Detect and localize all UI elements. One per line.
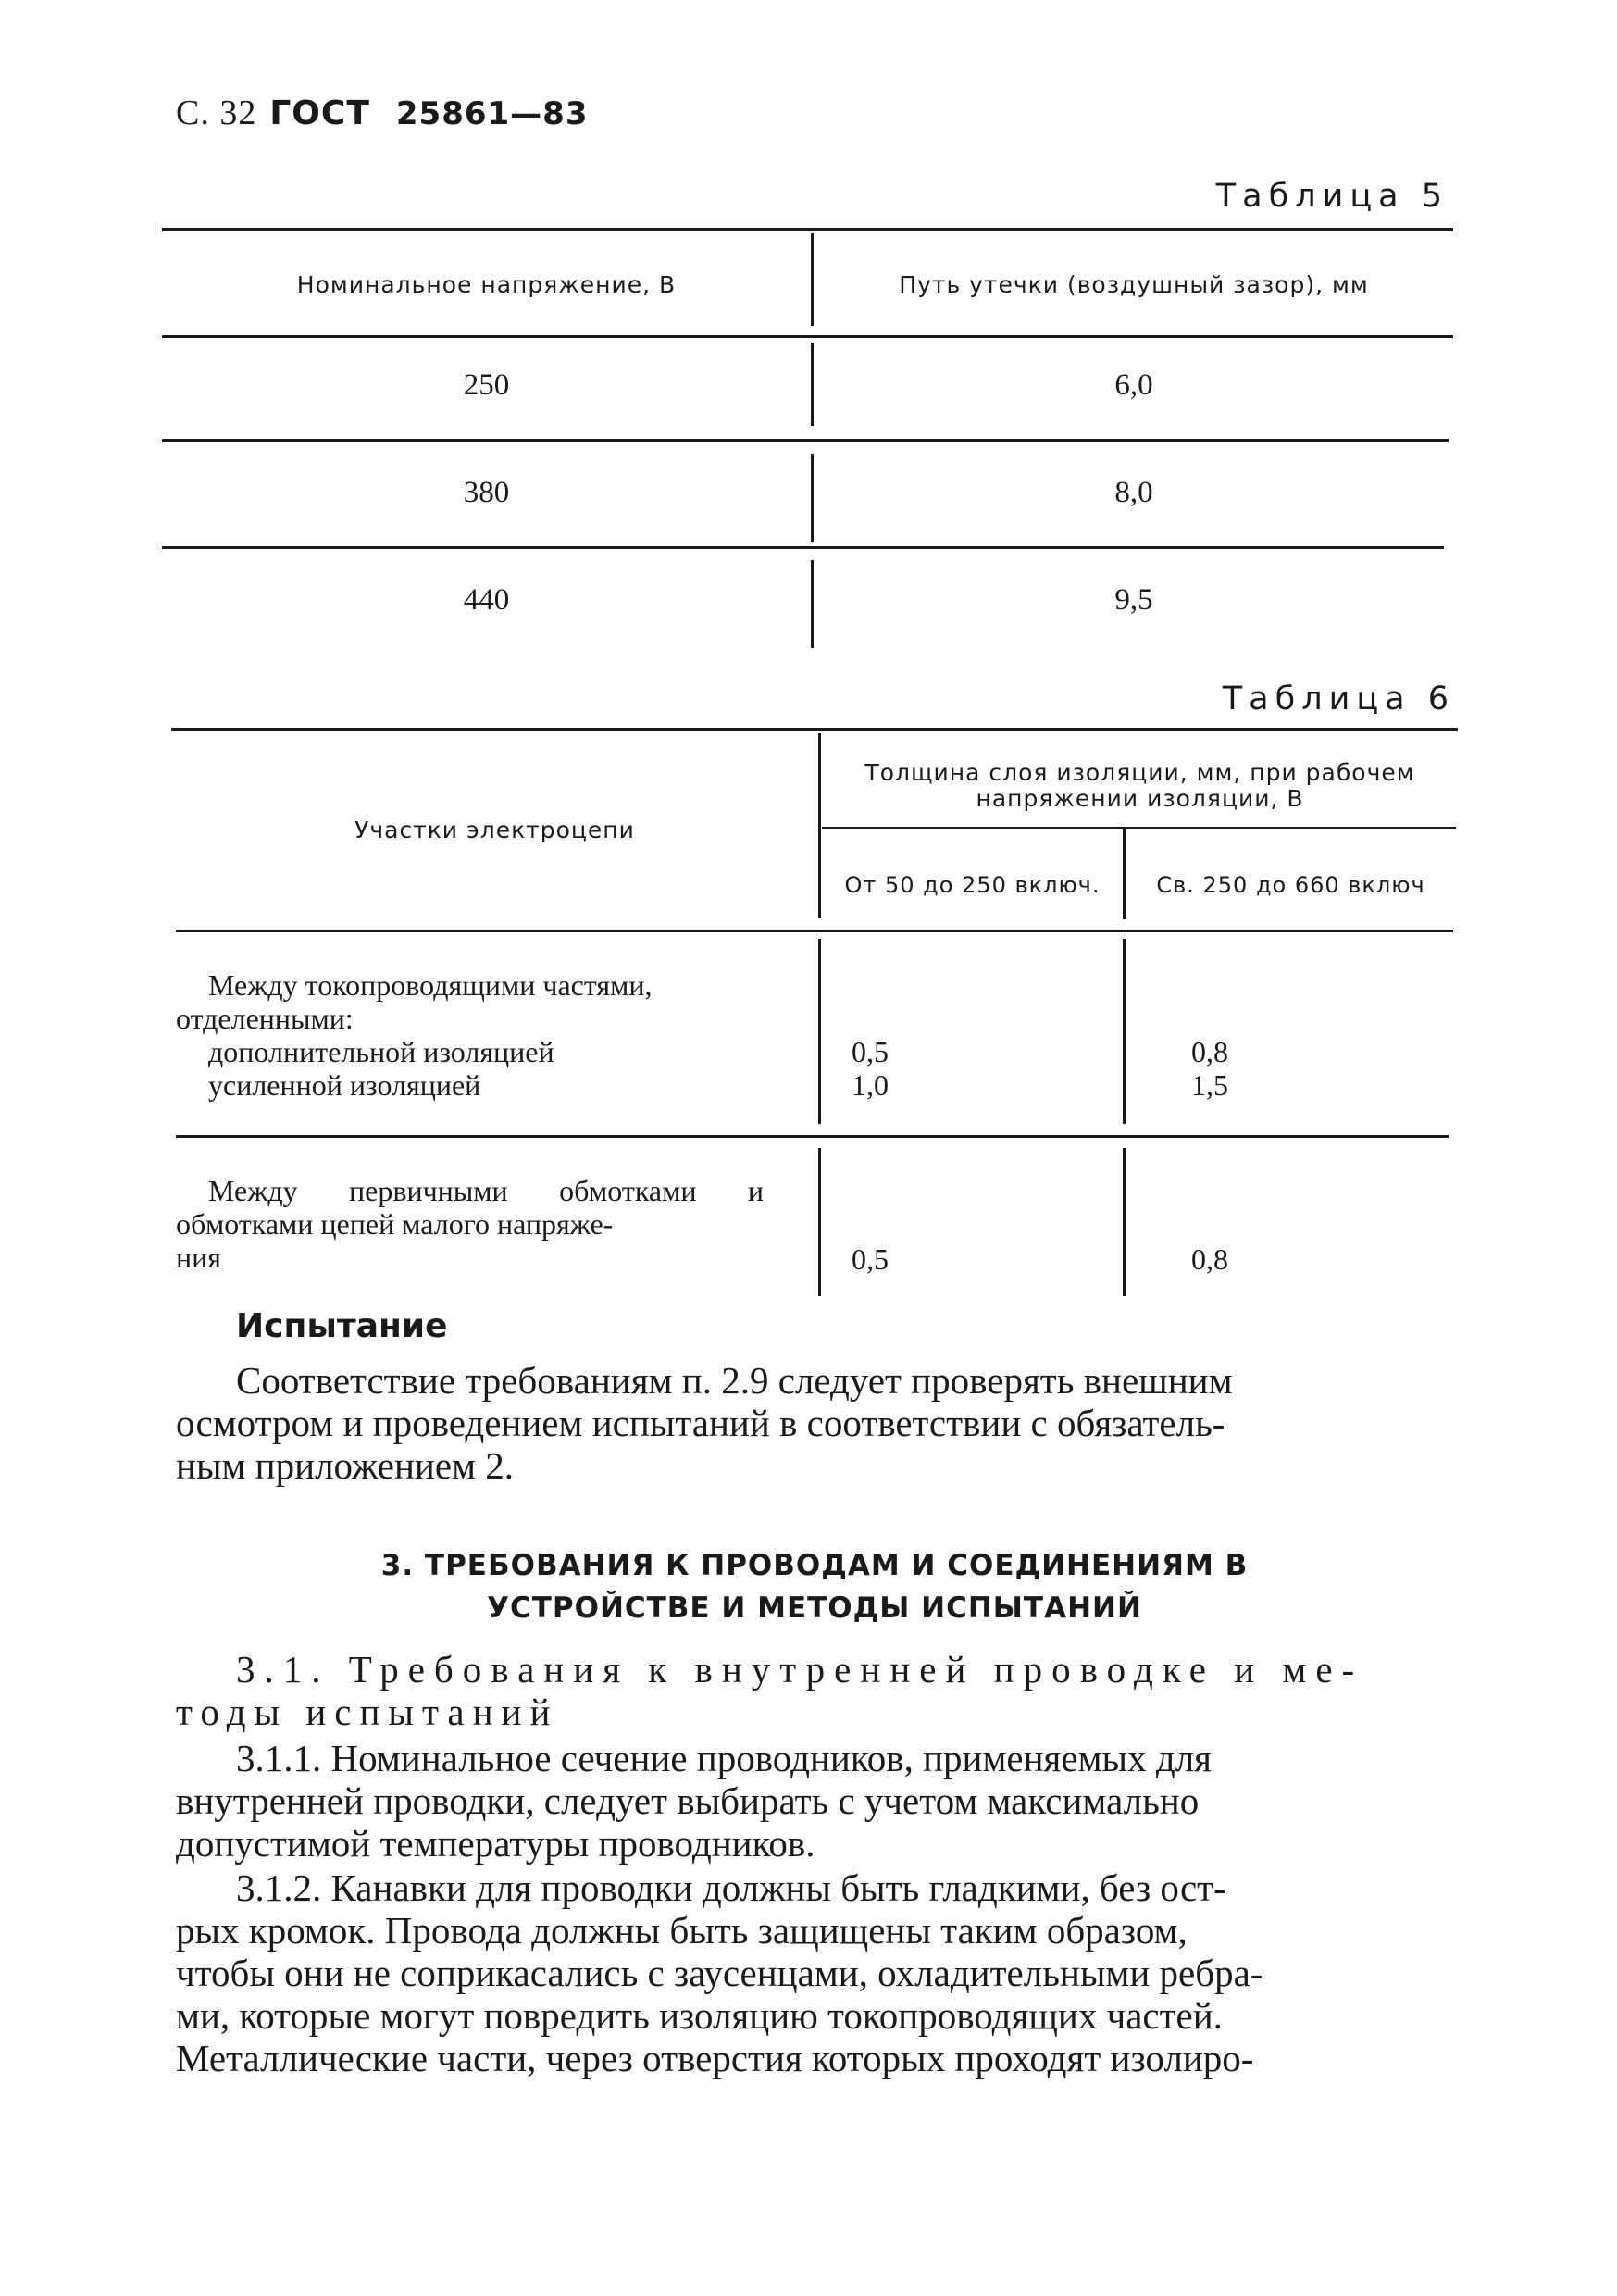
- table6-col-sections: Участки электроцепи: [354, 817, 635, 843]
- section3-1-1-paragraph: [176, 1737, 1453, 1865]
- standard-number: 25861—83: [395, 95, 589, 132]
- table5-col-creepage: Путь утечки (воздушный зазор), мм: [899, 271, 1369, 298]
- table5-vrule-row1: [811, 343, 814, 426]
- table6-vrule-row1-b: [1123, 939, 1126, 1124]
- table5-row1-voltage: 250: [463, 368, 510, 402]
- table6-row1-line3: дополнительной изоляцией: [208, 1035, 554, 1068]
- p312-line3: чтобы они не соприкасались с заусенцами, охладительными ребра-: [176, 1952, 1263, 1994]
- test-line1: Соответствие требованиям п. 2.9 следует проверять внешним: [236, 1359, 1233, 1402]
- table6-vrule-row1-a: [818, 939, 821, 1124]
- table6-row1-line4: усиленной изоляцией: [208, 1068, 481, 1102]
- table6-subcol-1: От 50 до 250 включ.: [844, 872, 1101, 898]
- table5-header-rule: [162, 335, 1453, 338]
- p311-line3: допустимой температуры проводников.: [176, 1822, 815, 1865]
- section3-title: [176, 1544, 1453, 1629]
- table6-vrule-header: [818, 733, 821, 918]
- table6-row2-line2: обмотками цепей малого напряже-: [176, 1207, 614, 1241]
- table6-col-group-line2: напряжении изоляции, В: [976, 785, 1304, 812]
- table5-col-voltage: Номинальное напряжение, В: [296, 271, 677, 298]
- table6-row2-val2: 0,8: [1191, 1242, 1228, 1276]
- table6-row2-line1: Между первичными обмотками и: [208, 1174, 764, 1207]
- p312-line4: ми, которые могут повредить изоляцию токопроводящих частей.: [176, 1994, 1223, 2037]
- table5-caption: Таблица 5: [1215, 178, 1449, 215]
- p31-line2: тоды испытаний: [176, 1691, 559, 1733]
- p31-line1: 3.1. Требования к внутренней проводке и ме-: [236, 1648, 1364, 1691]
- table6-row1-val2a: 0,8: [1191, 1035, 1228, 1068]
- p312-line2: рых кромок. Провода должны быть защищены таким образом,: [176, 1909, 1188, 1952]
- test-paragraph: [176, 1359, 1453, 1487]
- table5-vrule-header: [811, 233, 814, 326]
- table5-row2-rule: [162, 546, 1444, 549]
- table6-row1-val1b: 1,0: [852, 1068, 889, 1102]
- test-line3: ным приложением 2.: [176, 1444, 515, 1487]
- standard-name: ГОСТ: [269, 94, 370, 132]
- table6-row2-val1: 0,5: [852, 1242, 889, 1276]
- table5-vrule-row3: [811, 560, 814, 648]
- test-heading: Испытание: [236, 1307, 448, 1345]
- section3-title-line2: УСТРОЙСТВЕ И МЕТОДЫ ИСПЫТАНИЙ: [487, 1591, 1142, 1625]
- test-line2: осмотром и проведением испытаний в соответствии с обязатель-: [176, 1402, 1225, 1444]
- table6-top-rule: [171, 728, 1458, 731]
- table6-caption: Таблица 6: [1222, 680, 1455, 718]
- table6-header-rule: [176, 930, 1453, 932]
- table5-row3-voltage: 440: [463, 583, 510, 617]
- table6-subcol-2: Св. 250 до 660 включ: [1156, 872, 1425, 898]
- table6-row1-rule: [176, 1135, 1449, 1138]
- p311-line1: 3.1.1. Номинальное сечение проводников, применяемых для: [236, 1737, 1213, 1779]
- p311-line2: внутренней проводки, следует выбирать с учетом максимально: [176, 1779, 1200, 1822]
- page-header: [176, 93, 589, 133]
- p312-line5: Металлические части, через отверстия которых проходят изолиро-: [176, 2037, 1254, 2079]
- table6-row1-line1: Между токопроводящими частями,: [208, 968, 653, 1002]
- table6-row2-line3: ния: [176, 1241, 221, 1274]
- table5-row2-voltage: 380: [463, 476, 510, 509]
- table6-row1-val1a: 0,5: [852, 1035, 889, 1068]
- section3-1-paragraph: [176, 1648, 1453, 1733]
- section3-title-line1: 3. ТРЕБОВАНИЯ К ПРОВОДАМ И СОЕДИНЕНИЯМ В: [380, 1549, 1249, 1582]
- section3-1-2-paragraph: [176, 1866, 1453, 2079]
- p312-line1: 3.1.2. Канавки для проводки должны быть гладкими, без ост-: [236, 1866, 1226, 1909]
- table6-col-group-line1: Толщина слоя изоляции, мм, при рабочем: [864, 759, 1415, 786]
- table5-row1-rule: [162, 439, 1449, 442]
- table5-vrule-row2: [811, 454, 814, 542]
- table6-row1-line2: отделенными:: [176, 1002, 354, 1035]
- page-number: С. 32: [176, 94, 257, 132]
- table5-row1-creepage: 6,0: [1114, 368, 1153, 402]
- table6-row1-val2b: 1,5: [1191, 1068, 1228, 1102]
- table6-vrule-row2-a: [818, 1148, 821, 1296]
- table5-top-rule: [162, 228, 1453, 231]
- table6-subheader-rule: [822, 827, 1456, 829]
- table6-vrule-row2-b: [1123, 1148, 1126, 1296]
- table5-row3-creepage: 9,5: [1114, 583, 1153, 617]
- table5-row2-creepage: 8,0: [1114, 476, 1153, 509]
